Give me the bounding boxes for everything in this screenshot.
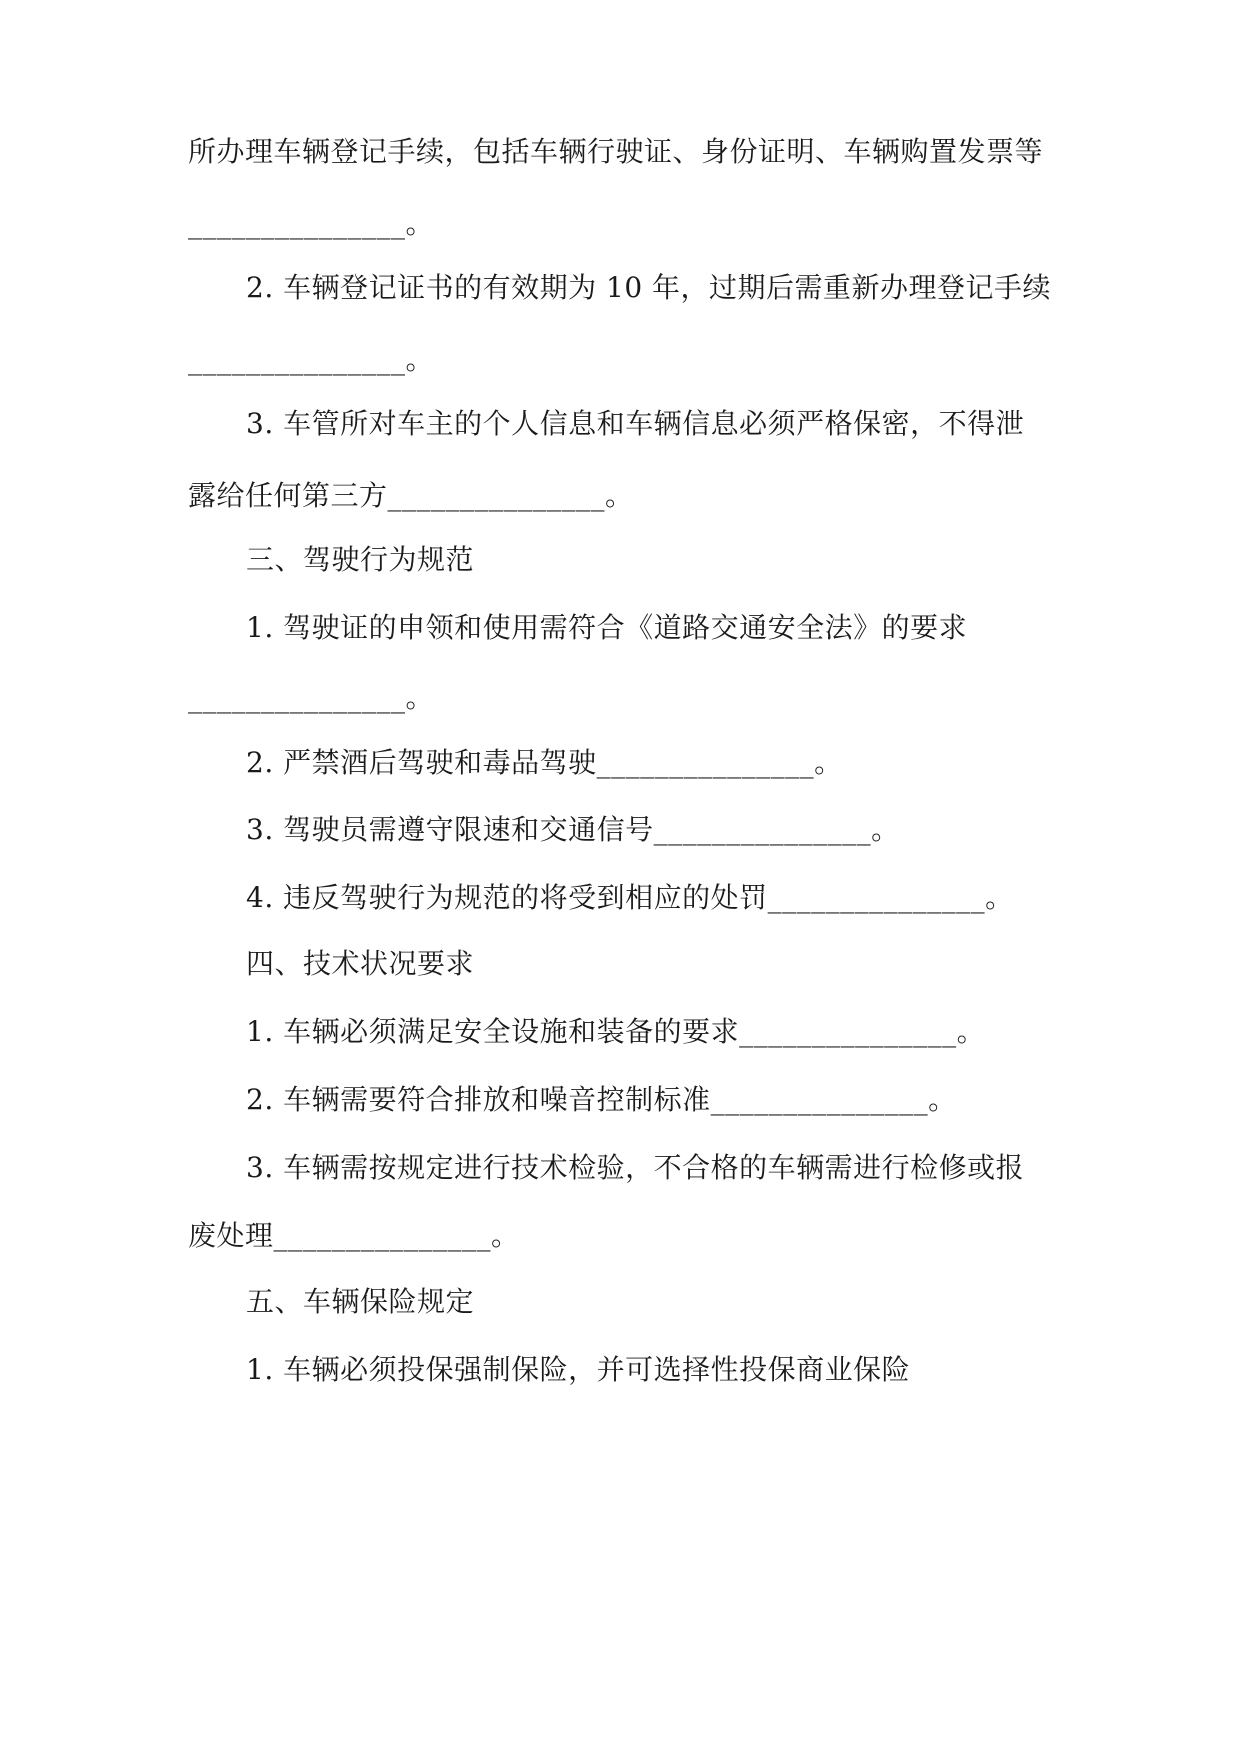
list-item-2: 2. 严禁酒后驾驶和毒品驾驶_______________。 [246, 746, 843, 779]
list-item-3: 3. 驾驶员需遵守限速和交通信号_______________。 [246, 813, 900, 846]
text-line-blank: _______________。 [188, 207, 435, 240]
text-line: 所办理车辆登记手续，包括车辆行驶证、身份证明、车辆购置发票等 [188, 135, 1044, 168]
text-line-blank: _______________。 [188, 343, 435, 376]
text-line: 废处理_______________。 [188, 1219, 520, 1252]
section-heading-5: 五、车辆保险规定 [246, 1285, 475, 1318]
text-line-blank: _______________。 [188, 681, 435, 714]
list-item-1: 1. 驾驶证的申领和使用需符合《道路交通安全法》的要求 [246, 611, 968, 644]
list-item-2: 2. 车辆登记证书的有效期为 10 年，过期后需重新办理登记手续 [246, 271, 1052, 304]
list-item-3: 3. 车辆需按规定进行技术检验，不合格的车辆需进行检修或报 [246, 1151, 1025, 1184]
list-item-2: 2. 车辆需要符合排放和噪音控制标准_______________。 [246, 1083, 957, 1116]
list-item-1: 1. 车辆必须投保强制保险，并可选择性投保商业保险 [246, 1353, 911, 1386]
list-item-1: 1. 车辆必须满足安全设施和装备的要求_______________。 [246, 1015, 986, 1048]
section-heading-3: 三、驾驶行为规范 [246, 543, 475, 576]
list-item-3: 3. 车管所对车主的个人信息和车辆信息必须严格保密，不得泄 [246, 407, 1025, 440]
list-item-4: 4. 违反驾驶行为规范的将受到相应的处罚_______________。 [246, 881, 1014, 914]
section-heading-4: 四、技术状况要求 [246, 947, 475, 980]
text-line: 露给任何第三方_______________。 [188, 479, 634, 512]
